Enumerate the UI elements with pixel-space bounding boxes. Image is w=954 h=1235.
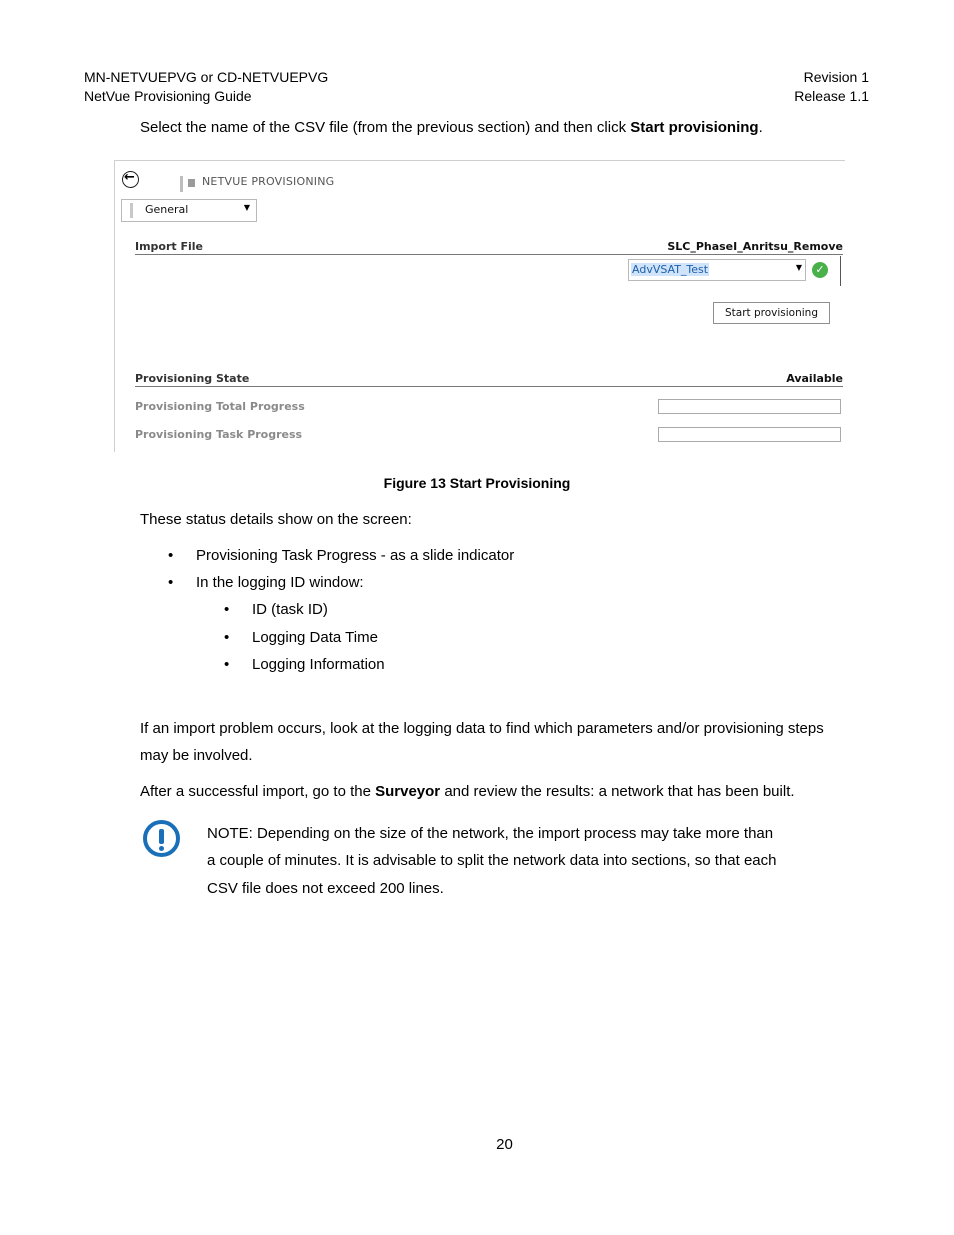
doc-id: MN-NETVUEPVG or CD-NETVUEPVG [84, 69, 329, 85]
bullet-dot: • [168, 574, 174, 591]
status-intro: These status details show on the screen: [140, 511, 412, 528]
start-provisioning-button[interactable]: Start provisioning [713, 302, 830, 324]
after-import-text: After a successful import, go to the [140, 783, 376, 800]
dropdown-value: General [145, 203, 189, 216]
import-file-vline [840, 256, 841, 286]
problem-paragraph-line1: If an import problem occurs, look at the logging data to find which parameters and/or provisioning steps [140, 720, 824, 737]
dropdown-marker [130, 203, 133, 218]
task-progress-bar [658, 427, 841, 442]
list-item-text: In the logging ID window: [196, 574, 364, 591]
list-item-text: Provisioning Task Progress - as a slide indicator [196, 547, 515, 564]
release: Release 1.1 [794, 88, 869, 104]
figure-caption: Figure 13 Start Provisioning [383, 475, 571, 491]
import-file-rule [135, 254, 843, 255]
chevron-down-icon: ▼ [243, 203, 250, 212]
after-import-end: and review the results: a network that has been built. [440, 783, 795, 800]
sub-list-item-text: Logging Information [252, 656, 385, 673]
intro-bold: Start provisioning [630, 119, 759, 136]
import-file-label: Import File [135, 240, 204, 253]
bullet-dot: • [224, 656, 230, 673]
task-progress-label: Provisioning Task Progress [135, 428, 303, 441]
icon-dot [159, 846, 164, 851]
selected-file: AdvVSAT_Test [632, 263, 709, 276]
state-rule [135, 386, 843, 387]
back-arrow-icon[interactable]: ← [122, 171, 139, 188]
info-exclamation-icon [143, 820, 180, 857]
page-number: 20 [496, 1136, 513, 1153]
after-import-paragraph [140, 778, 795, 805]
provisioning-state-value: Available [786, 372, 843, 385]
bullet-dot: • [168, 547, 174, 564]
note-line3: CSV file does not exceed 200 lines. [207, 880, 444, 897]
doc-title: NetVue Provisioning Guide [84, 88, 252, 104]
check-icon: ✓ [812, 262, 828, 278]
title-divider [180, 176, 183, 192]
note-line1: NOTE: Depending on the size of the network, the import process may take more than [207, 825, 774, 842]
revision: Revision 1 [803, 69, 869, 85]
total-progress-label: Provisioning Total Progress [135, 400, 305, 413]
import-file-value: SLC_PhaseI_Anritsu_Remove [667, 240, 843, 253]
provisioning-screenshot [114, 160, 845, 452]
page-icon [188, 179, 195, 187]
problem-paragraph-line2: may be involved. [140, 747, 253, 764]
note-line2: a couple of minutes. It is advisable to split the network data into sections, so that each [207, 852, 777, 869]
sub-list-item-text: Logging Data Time [252, 629, 378, 646]
total-progress-bar [658, 399, 841, 414]
bullet-dot: • [224, 629, 230, 646]
provisioning-state-label: Provisioning State [135, 372, 250, 385]
icon-bar [159, 829, 164, 844]
chevron-down-icon: ▼ [795, 263, 802, 272]
screen-title: NETVUE PROVISIONING [202, 175, 335, 188]
intro-text: Select the name of the CSV file (from the previous section) and then click [140, 119, 631, 136]
intro-paragraph [140, 114, 763, 141]
csv-file-select[interactable] [628, 259, 806, 281]
surveyor-bold: Surveyor [375, 783, 441, 800]
bullet-dot: • [224, 601, 230, 618]
intro-end: . [758, 119, 763, 136]
category-dropdown[interactable] [121, 199, 257, 222]
sub-list-item-text: ID (task ID) [252, 601, 328, 618]
